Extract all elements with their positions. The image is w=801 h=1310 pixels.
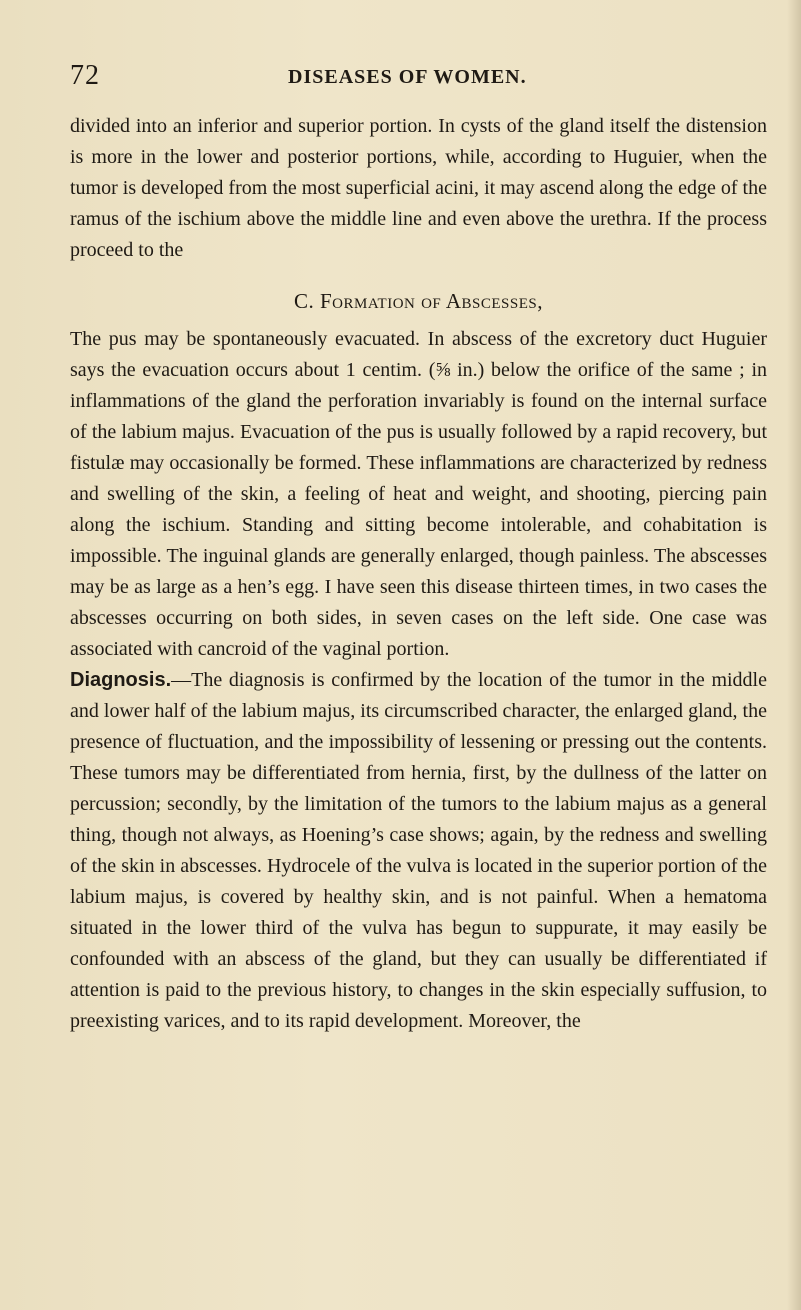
paragraph-1: divided into an inferior and superior portion. In cysts of the gland itself the distension is more in the lower and posterior portions, while, according to Huguier, when the tumor is developed from the most superficial acini, it may ascend along the edge of the ramus of the ischium above the middle line and even above the urethra. If the process proceed to the [70,115,767,261]
section-heading [70,286,767,317]
page-number: 72 [70,60,100,91]
section-heading-text: C. Formation of Abscesses, [294,289,543,313]
paragraph-3 [70,665,767,1037]
paragraph-2: The pus may be spontaneously evacuated. In abscess of the excretory duct Huguier says the evacuation occurs about 1 centim. (⅝ in.) below the orifice of the same ; in inflammations of the gland the perforation invariably is found on the internal surface of the labium majus. Evacuation of the pus is usually followed by a rapid recovery, but fistulæ may occasionally be formed. These inflammations are characterized by redness and swelling of the skin, a feeling of heat and weight, and shooting, piercing pain along the ischium. Standing and sitting become intolerable, and cohabitation is impossible. The inguinal glands are generally enlarged, though painless. The abscesses may be as large as a hen’s egg. I have seen this disease thirteen times, in two cases the abscesses occurring on both sides, in seven cases on the left side. One case was associated with cancroid of the vaginal portion. [70,328,767,660]
running-head: DISEASES OF WOMEN. [288,66,527,88]
diagnosis-text: —The diagnosis is confirmed by the location of the tumor in the middle and lower half of the labium majus, its circumscribed character, the enlarged gland, the presence of fluctuation, and the impossibility of lessening or pressing out the contents. These tumors may be differentiated from hernia, first, by the dullness of the latter on percussion; secondly, by the limitation of the tumors to the labium majus as a general thing, though not always, as Hoening’s case shows; again, by the redness and swelling of the skin in abscesses. Hydrocele of the vulva is located in the superior portion of the labium majus, is covered by healthy skin, and is not painful. When a hematoma situated in the lower third of the vulva has begun to suppurate, it may easily be confounded with an abscess of the gland, but they can usually be differentiated if attention is paid to the previous history, to changes in the skin especially suffusion, to preexisting varices, and to its rapid development. Moreover, the [70,669,767,1032]
page-header [0,58,801,98]
diagnosis-run-in-heading: Diagnosis. [70,669,172,691]
page-edge-shadow [787,0,801,1310]
body-text [70,111,767,1037]
